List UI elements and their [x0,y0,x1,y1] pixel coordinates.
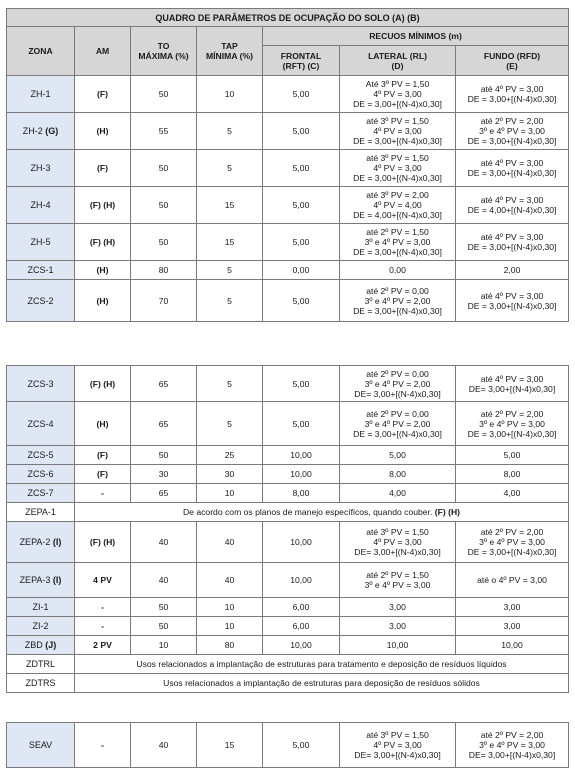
am-cell: - [75,723,131,768]
tap-cell: 15 [197,224,263,261]
lateral-cell: 10,00 [340,636,456,655]
tap-cell: 15 [197,187,263,224]
table-row [7,261,569,280]
am-cell: (F) [75,76,131,113]
lateral-cell: até 3º PV = 1,50 4º PV = 3,00 DE= 3,00+[(N-4)x0,30] [340,522,456,563]
fundo-cell: até 4º PV = 3,00 DE = 3,00+[(N-4)x0,30] [456,224,569,261]
am-cell: - [75,598,131,617]
frontal-cell: 6,00 [263,617,340,636]
tap-cell: 5 [197,261,263,280]
zone-cell: ZCS-3 [7,366,75,402]
note-cell: Usos relacionados a implantação de estruturas para tratamento e deposição de resíduos líquidos [75,655,569,674]
header-lateral: LATERAL (RL) (D) [340,46,456,76]
zone-cell: ZEPA-1 [7,503,75,522]
fundo-cell: até 4º PV = 3,00 DE = 3,00+[(N-4)x0,30] [456,150,569,187]
table-row [7,446,569,465]
table-row [7,150,569,187]
tap-cell: 10 [197,598,263,617]
to-cell: 70 [131,280,197,322]
zone-cell: ZH-2 (G) [7,113,75,150]
to-cell: 50 [131,598,197,617]
zone-cell: ZH-4 [7,187,75,224]
frontal-cell: 5,00 [263,113,340,150]
am-cell: - [75,617,131,636]
table-row [7,366,569,402]
lateral-cell: 5,00 [340,446,456,465]
to-cell: 65 [131,484,197,503]
am-cell: (H) [75,261,131,280]
frontal-cell: 8,00 [263,484,340,503]
frontal-cell: 10,00 [263,446,340,465]
tap-cell: 5 [197,150,263,187]
tap-cell: 5 [197,280,263,322]
tap-cell: 10 [197,76,263,113]
table-body-1 [7,76,569,322]
header-tap: TAP MÍNIMA (%) [197,27,263,76]
zone-cell: ZEPA-2 (I) [7,522,75,563]
lateral-cell: até 2º PV = 0,00 3º e 4º PV = 2,00 DE= 3,00+[(N-4)x0,30] [340,366,456,402]
am-cell: (F) (H) [75,187,131,224]
lateral-cell: até 3º PV = 1,50 4º PV = 3,00 DE= 3,00+[(N-4)x0,30] [340,723,456,768]
table-row [7,113,569,150]
header-recuos: RECUOS MÍNIMOS (m) [263,27,569,46]
tap-cell: 15 [197,723,263,768]
fundo-cell: 3,00 [456,598,569,617]
header-am: AM [75,27,131,76]
am-cell: (H) [75,113,131,150]
fundo-cell: 10,00 [456,636,569,655]
frontal-cell: 10,00 [263,636,340,655]
tap-cell: 40 [197,563,263,598]
parameters-table-part-2 [6,365,569,693]
table-row [7,674,569,693]
tap-cell: 10 [197,617,263,636]
tap-cell: 25 [197,446,263,465]
header-zona: ZONA [7,27,75,76]
frontal-cell: 10,00 [263,563,340,598]
fundo-cell: até 2º PV = 2,00 3º e 4º PV = 3,00 DE = 3,00+[(N-4)x0,30] [456,522,569,563]
fundo-cell: até 4º PV = 3,00 DE = 3,00+[(N-4)x0,30] [456,280,569,322]
am-cell: (F) [75,465,131,484]
frontal-cell: 5,00 [263,224,340,261]
zone-cell: ZCS-7 [7,484,75,503]
table-title: QUADRO DE PARÂMETROS DE OCUPAÇÃO DO SOLO (A) (B) [7,9,569,27]
frontal-cell: 0,00 [263,261,340,280]
zone-cell: ZI-2 [7,617,75,636]
fundo-cell: até 2º PV = 2,00 3º e 4º PV = 3,00 DE = 3,00+[(N-4)x0,30] [456,113,569,150]
frontal-cell: 10,00 [263,522,340,563]
zone-cell: ZBD (J) [7,636,75,655]
table-body-2 [7,366,569,693]
zone-cell: ZI-1 [7,598,75,617]
lateral-cell: até 2º PV = 0,00 3º e 4º PV = 2,00 DE = 3,00+[(N-4)x0,30] [340,280,456,322]
fundo-cell: até o 4º PV = 3,00 [456,563,569,598]
lateral-cell: até 3º PV = 2,00 4º PV = 4,00 DE = 4,00+[(N-4)x0,30] [340,187,456,224]
fundo-cell: 4,00 [456,484,569,503]
table-row [7,465,569,484]
to-cell: 10 [131,636,197,655]
fundo-cell: 3,00 [456,617,569,636]
lateral-cell: 4,00 [340,484,456,503]
am-cell: 2 PV [75,636,131,655]
table-row [7,280,569,322]
to-cell: 65 [131,366,197,402]
zone-cell: ZCS-2 [7,280,75,322]
lateral-cell: 3,00 [340,598,456,617]
frontal-cell: 5,00 [263,723,340,768]
to-cell: 65 [131,402,197,446]
tap-cell: 5 [197,113,263,150]
tap-cell: 40 [197,522,263,563]
to-cell: 50 [131,150,197,187]
am-cell: (F) [75,446,131,465]
am-cell: (F) (H) [75,366,131,402]
zone-cell: ZH-5 [7,224,75,261]
to-cell: 40 [131,723,197,768]
frontal-cell: 10,00 [263,465,340,484]
lateral-cell: até 2º PV = 0,00 3º e 4º PV = 2,00 DE = 3,00+[(N-4)x0,30] [340,402,456,446]
to-cell: 40 [131,563,197,598]
fundo-cell: 5,00 [456,446,569,465]
table-row [7,187,569,224]
zone-cell: ZCS-6 [7,465,75,484]
zone-cell: ZH-3 [7,150,75,187]
tap-cell: 30 [197,465,263,484]
parameters-table-part-3 [6,722,569,768]
frontal-cell: 5,00 [263,366,340,402]
table-row [7,563,569,598]
zone-cell: ZCS-5 [7,446,75,465]
note-cell: De acordo com os planos de manejo específicos, quando couber. (F) (H) [75,503,569,522]
tap-cell: 10 [197,484,263,503]
fundo-cell: até 2º PV = 2,00 3º e 4º PV = 3,00 DE = 3,00+[(N-4)x0,30] [456,402,569,446]
fundo-cell: até 4º PV = 3,00 DE= 3,00+[(N-4)x0,30] [456,366,569,402]
table-row [7,723,569,768]
lateral-cell: até 2º PV = 1,50 3º e 4º PV = 3,00 [340,563,456,598]
zone-cell: ZCS-4 [7,402,75,446]
table-row [7,617,569,636]
tap-cell: 5 [197,402,263,446]
note-cell: Usos relacionados a implantação de estruturas para deposição de resíduos sólidos [75,674,569,693]
lateral-cell: Até 3º PV = 1,50 4º PV = 3,00 DE = 3,00+[(N-4)x0,30] [340,76,456,113]
header-fundo: FUNDO (RFD) (E) [456,46,569,76]
table-row [7,76,569,113]
to-cell: 50 [131,224,197,261]
parameters-table-part-1 [6,8,569,322]
lateral-cell: 8,00 [340,465,456,484]
am-cell: (H) [75,402,131,446]
zone-cell: ZDTRL [7,655,75,674]
lateral-cell: até 3º PV = 1,50 4º PV = 3,00 DE = 3,00+[(N-4)x0,30] [340,150,456,187]
zone-cell: ZH-1 [7,76,75,113]
am-cell: 4 PV [75,563,131,598]
to-cell: 55 [131,113,197,150]
zone-cell: ZDTRS [7,674,75,693]
zone-cell: ZEPA-3 (I) [7,563,75,598]
table-row [7,402,569,446]
tap-cell: 80 [197,636,263,655]
lateral-cell: até 2º PV = 1,50 3º e 4º PV = 3,00 DE = 3,00+[(N-4)x0,30] [340,224,456,261]
am-cell: - [75,484,131,503]
frontal-cell: 5,00 [263,150,340,187]
fundo-cell: 2,00 [456,261,569,280]
frontal-cell: 5,00 [263,402,340,446]
table-row [7,636,569,655]
header-frontal: FRONTAL (RFT) (C) [263,46,340,76]
fundo-cell: até 4º PV = 3,00 DE = 4,00+[(N-4)x0,30] [456,187,569,224]
to-cell: 30 [131,465,197,484]
am-cell: (F) (H) [75,224,131,261]
header-to: TO MÁXIMA (%) [131,27,197,76]
zone-cell: SEAV [7,723,75,768]
table-row [7,224,569,261]
table-row [7,503,569,522]
frontal-cell: 5,00 [263,76,340,113]
lateral-cell: 3,00 [340,617,456,636]
table-row [7,484,569,503]
fundo-cell: até 4º PV = 3,00 DE = 3,00+[(N-4)x0,30] [456,76,569,113]
frontal-cell: 5,00 [263,187,340,224]
table-row [7,598,569,617]
tap-cell: 5 [197,366,263,402]
table-row [7,655,569,674]
to-cell: 80 [131,261,197,280]
frontal-cell: 5,00 [263,280,340,322]
lateral-cell: até 3º PV = 1,50 4º PV = 3,00 DE = 3,00+[(N-4)x0,30] [340,113,456,150]
am-cell: (F) [75,150,131,187]
lateral-cell: 0,00 [340,261,456,280]
table-body-3 [7,723,569,768]
am-cell: (F) (H) [75,522,131,563]
to-cell: 50 [131,617,197,636]
to-cell: 50 [131,187,197,224]
zone-cell: ZCS-1 [7,261,75,280]
fundo-cell: 8,00 [456,465,569,484]
am-cell: (H) [75,280,131,322]
to-cell: 40 [131,522,197,563]
to-cell: 50 [131,446,197,465]
frontal-cell: 6,00 [263,598,340,617]
fundo-cell: até 2º PV = 2,00 3º e 4º PV = 3,00 DE= 3,00+[(N-4)x0,30] [456,723,569,768]
table-row [7,522,569,563]
to-cell: 50 [131,76,197,113]
